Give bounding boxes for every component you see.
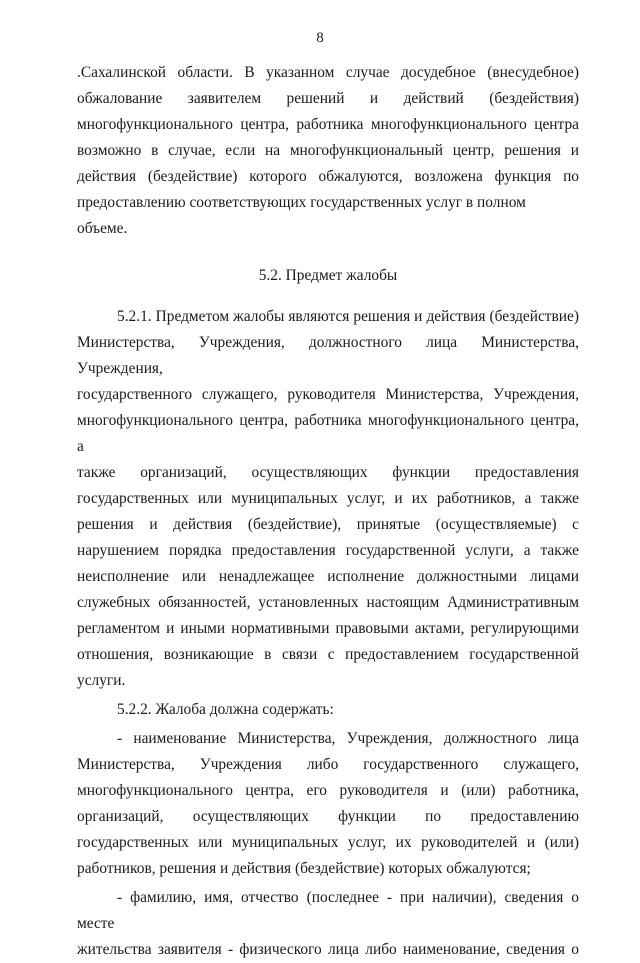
text-line: государственного служащего, руководителя Министерства, Учреждения, [77, 386, 579, 403]
document-body [77, 60, 579, 963]
text-line: - наименование Министерства, Учреждения, должностного лица [117, 730, 579, 747]
list-item-applicant [77, 885, 579, 963]
text-line: обжалование заявителем решений и действий (бездействия) [77, 90, 579, 107]
text-line: - фамилию, имя, отчество (последнее - при наличии), сведения о месте [77, 889, 579, 932]
text-line: услуги. [77, 672, 126, 689]
text-line: государственных или муниципальных услуг, и их работников, а также [77, 490, 579, 507]
text-line: решения и действия (бездействие), принятые (осуществляемые) с [77, 516, 579, 533]
text-line: Министерства, Учреждения либо государственного служащего, [77, 756, 579, 773]
text-line: многофункционального центра, работника многофункционального центра [77, 116, 579, 133]
text-line: действия (бездействие) которого обжалуются, возложена функция по [77, 168, 579, 185]
text-line: нарушением порядка предоставления государственной услуги, а также [77, 542, 579, 559]
text-line: отношения, возникающие в связи с предоставлением государственной [77, 646, 579, 663]
text-line: предоставлению соответствующих государственных услуг в полном объеме. [77, 194, 526, 237]
text-line: регламентом и иными нормативными правовыми актами, регулирующими [77, 620, 579, 637]
text-line: служебных обязанностей, установленных настоящим Административным [77, 594, 579, 611]
page-number: 8 [316, 30, 324, 46]
list-item-name [77, 726, 579, 882]
paragraph-5-2-1 [77, 304, 579, 694]
section-heading: 5.2. Предмет жалобы [258, 267, 398, 284]
text-line: жительства заявителя - физического лица либо наименование, сведения о [77, 941, 579, 958]
text-line: .Сахалинской области. В указанном случае досудебное (внесудебное) [77, 64, 579, 81]
text-line: многофункционального центра, его руководителя и (или) работника, [77, 782, 579, 799]
text-line: организаций, осуществляющих функции по предоставлению [77, 808, 579, 825]
text-line: также организаций, осуществляющих функции предоставления [77, 464, 579, 481]
intro-paragraph [77, 60, 579, 242]
text-line: работников, решения и действия (бездействие) которых обжалуются; [77, 860, 531, 877]
text-line: государственных или муниципальных услуг, их руководителей и (или) [77, 834, 579, 851]
text-line: возможно в случае, если на многофункциональный центр, решения и [77, 142, 579, 159]
text-line: неисполнение или ненадлежащее исполнение должностными лицами [77, 568, 579, 585]
text-line: Министерства, Учреждения, должностного лица Министерства, Учреждения, [77, 334, 579, 377]
text-line: многофункционального центра, работника многофункционального центра, а [77, 412, 579, 455]
paragraph-5-2-2: 5.2.2. Жалоба должна содержать: [117, 701, 334, 718]
text-line: 5.2.1. Предметом жалобы являются решения и действия (бездействие) [117, 308, 579, 325]
